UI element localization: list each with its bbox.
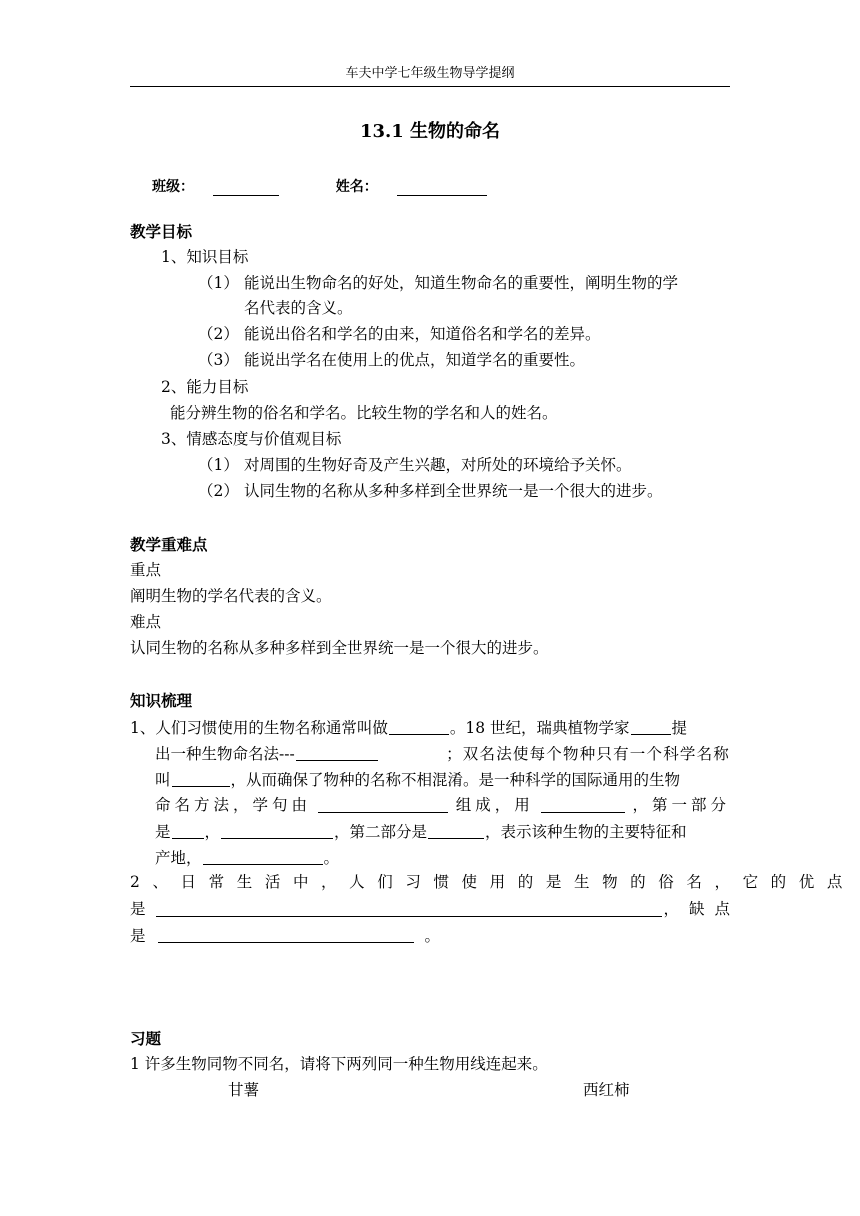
key-point-text: 阐明生物的学名代表的含义。 bbox=[130, 587, 332, 605]
exercise-right-item[interactable]: 西红柿 bbox=[583, 1081, 630, 1099]
knowledge-item-2-num: （2） bbox=[198, 325, 239, 343]
review-q1-text-part: 出一种生物命名法--- bbox=[155, 745, 295, 763]
review-q2-line2 bbox=[130, 899, 740, 918]
review-q1-text: 提 bbox=[671, 719, 688, 737]
review-q1-line2 bbox=[155, 745, 730, 763]
exercise-left-item[interactable]: 甘薯 bbox=[228, 1081, 260, 1099]
key-point-label: 重点 bbox=[130, 561, 162, 579]
review-q1-text: 产地， bbox=[155, 849, 202, 867]
review-q1-text: ， bbox=[204, 823, 221, 841]
review-q1-line1 bbox=[130, 719, 687, 737]
fill-blank[interactable] bbox=[203, 849, 323, 865]
review-q2-text: 是 bbox=[130, 927, 146, 945]
review-q1-text: ，从而确保了物种的名称不相混淆。是一种科学的国际通用的生物 bbox=[230, 771, 681, 789]
review-q1-text: ，第一部分 bbox=[632, 795, 730, 814]
review-q1-text bbox=[155, 745, 379, 763]
page-title: 13.1 生物的命名 bbox=[359, 121, 501, 142]
fill-blank[interactable] bbox=[221, 823, 333, 839]
review-q1-text: 1、人们习惯使用的生物名称通常叫做 bbox=[130, 719, 388, 737]
review-q2-text: 是 bbox=[130, 899, 146, 918]
review-q1-text: 叫 bbox=[155, 771, 171, 789]
fill-blank[interactable] bbox=[172, 823, 204, 839]
class-label: 班级： bbox=[152, 179, 194, 195]
fill-blank[interactable] bbox=[296, 745, 378, 761]
knowledge-item-3-num: （3） bbox=[198, 351, 239, 369]
name-label: 姓名： bbox=[335, 179, 378, 195]
review-q2-text: ，缺点 bbox=[663, 899, 740, 918]
difficulty-text: 认同生物的名称从多种多样到全世界统一是一个很大的进步。 bbox=[130, 639, 549, 657]
difficulty-label: 难点 bbox=[130, 613, 162, 631]
class-blank[interactable] bbox=[213, 179, 279, 196]
review-q2-line1: 2、日常生活中，人们习惯使用的是生物的俗名，它的优点 bbox=[130, 873, 855, 891]
review-q1-line6 bbox=[155, 849, 339, 867]
knowledge-item-3-text: 能说出学名在使用上的优点，知道学名的重要性。 bbox=[244, 351, 586, 369]
review-q1-text: 命名方法，学句由 bbox=[155, 795, 312, 814]
emotion-item-2-text: 认同生物的名称从多种多样到全世界统一是一个很大的进步。 bbox=[244, 482, 663, 500]
ability-goal-text: 能分辨生物的俗名和学名。比较生物的学名和人的姓名。 bbox=[170, 404, 558, 422]
keypoints-heading: 教学重难点 bbox=[130, 535, 208, 554]
exercise-heading: 习题 bbox=[130, 1029, 162, 1048]
review-q1-text: 。18 世纪，瑞典植物学家 bbox=[449, 719, 630, 737]
fill-blank[interactable] bbox=[156, 901, 663, 917]
student-info-row bbox=[152, 176, 487, 196]
fill-blank[interactable] bbox=[389, 719, 449, 735]
knowledge-item-1-num: （1） bbox=[198, 274, 239, 292]
knowledge-goal-label: 1、知识目标 bbox=[161, 248, 249, 266]
review-q2-line3 bbox=[130, 927, 440, 945]
emotion-item-1-num: （1） bbox=[198, 456, 239, 474]
review-q1-text: 是 bbox=[155, 823, 171, 841]
header-divider bbox=[130, 86, 730, 87]
emotion-item-2-num: （2） bbox=[198, 482, 239, 500]
fill-blank[interactable] bbox=[631, 719, 671, 735]
review-q2-text: 。 bbox=[424, 927, 441, 945]
knowledge-item-1-text-cont: 名代表的含义。 bbox=[244, 299, 353, 317]
knowledge-item-1-text: 能说出生物命名的好处，知道生物命名的重要性，阐明生物的学 bbox=[244, 274, 679, 292]
fill-blank[interactable] bbox=[158, 927, 414, 943]
review-q1-line4 bbox=[155, 797, 730, 813]
fill-blank[interactable] bbox=[541, 797, 625, 813]
knowledge-item-2-text: 能说出俗名和学名的由来，知道俗名和学名的差异。 bbox=[244, 325, 601, 343]
ability-goal-label: 2、能力目标 bbox=[161, 378, 249, 396]
fill-blank[interactable] bbox=[428, 823, 484, 839]
review-q1-text: ，表示该种生物的主要特征和 bbox=[485, 823, 687, 841]
fill-blank[interactable] bbox=[318, 797, 448, 813]
fill-blank[interactable] bbox=[172, 771, 230, 787]
emotion-goal-label: 3、情感态度与价值观目标 bbox=[161, 430, 342, 448]
review-q1-text: ；双名法使每个物种只有一个科学名称 bbox=[446, 745, 730, 763]
emotion-item-1-text: 对周围的生物好奇及产生兴趣，对所处的环境给予关怀。 bbox=[244, 456, 632, 474]
review-q1-text: 。 bbox=[323, 849, 340, 867]
review-q1-text: 组成，用 bbox=[455, 795, 534, 814]
review-q1-text: ，第二部分是 bbox=[334, 823, 428, 841]
name-blank[interactable] bbox=[397, 179, 487, 196]
page-header-title: 车夫中学七年级生物导学提纲 bbox=[345, 66, 515, 81]
review-q1-line3 bbox=[155, 771, 680, 789]
goals-heading: 教学目标 bbox=[130, 222, 193, 241]
review-q1-line5 bbox=[155, 823, 687, 841]
review-heading: 知识梳理 bbox=[130, 691, 193, 710]
exercise-q1: 1 许多生物同物不同名，请将下两列同一种生物用线连起来。 bbox=[130, 1055, 548, 1073]
